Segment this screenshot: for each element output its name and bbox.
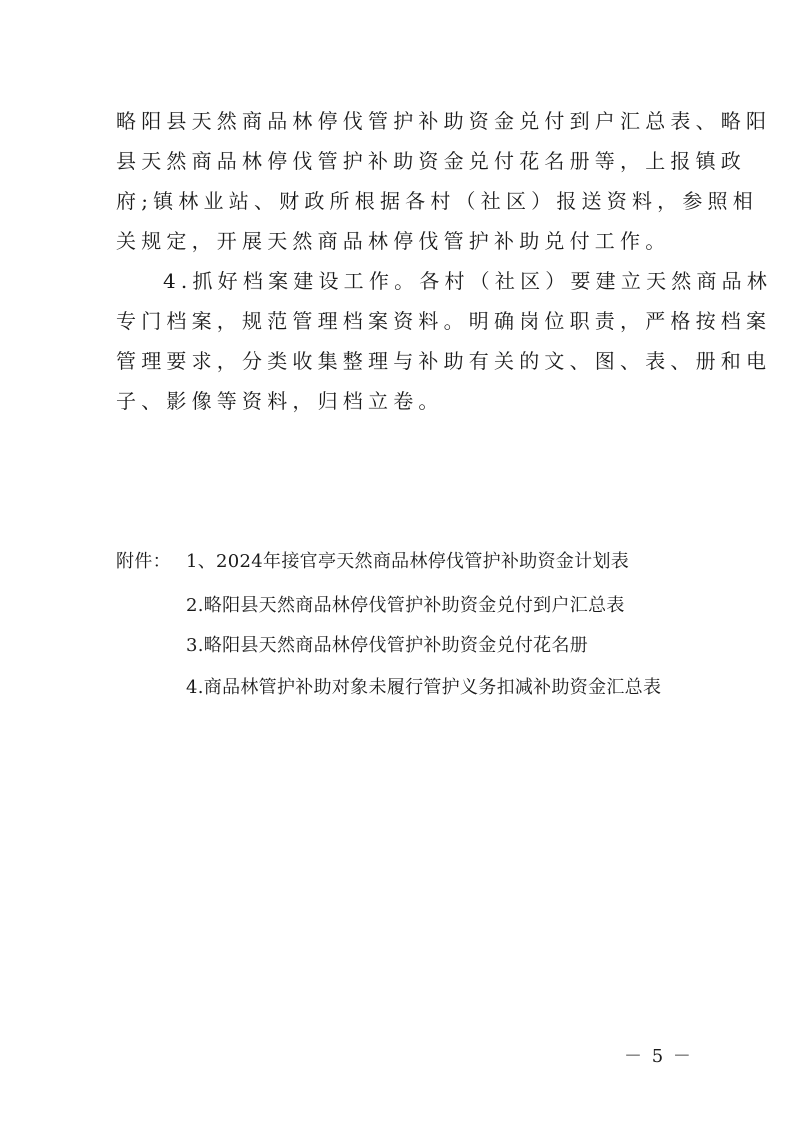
attachment-item-4: 4.商品林管护补助对象未履行管护义务扣减补助资金汇总表 bbox=[186, 677, 662, 698]
paragraph-1-line-4: 关规定，开展天然商品林停伐管护补助兑付工作。 bbox=[116, 229, 671, 253]
paragraph-2-line-3: 管理要求，分类收集整理与补助有关的文、图、表、册和电 bbox=[116, 349, 772, 373]
paragraph-2-line-1: 4.抓好档案建设工作。各村（社区）要建立天然商品林 bbox=[163, 269, 773, 293]
attachments-label: 附件： bbox=[116, 551, 171, 572]
paragraph-2-line-4: 子、影像等资料，归档立卷。 bbox=[116, 389, 444, 413]
paragraph-2-line-2: 专门档案，规范管理档案资料。明确岗位职责，严格按档案 bbox=[116, 309, 772, 333]
paragraph-1-line-3: 府;镇林业站、财政所根据各村（社区）报送资料，参照相 bbox=[116, 189, 758, 213]
attachment-item-3: 3.略阳县天然商品林停伐管护补助资金兑付花名册 bbox=[186, 635, 589, 656]
paragraph-1-line-2: 县天然商品林停伐管护补助资金兑付花名册等，上报镇政 bbox=[116, 149, 746, 173]
attachment-item-2: 2.略阳县天然商品林停伐管护补助资金兑付到户汇总表 bbox=[186, 595, 625, 616]
attachment-item-1: 1、2024年接官亭天然商品林停伐管护补助资金计划表 bbox=[186, 551, 630, 572]
paragraph-1-line-1: 略阳县天然商品林停伐管护补助资金兑付到户汇总表、略阳 bbox=[116, 109, 772, 133]
page-number: － 5 － bbox=[624, 1046, 693, 1067]
